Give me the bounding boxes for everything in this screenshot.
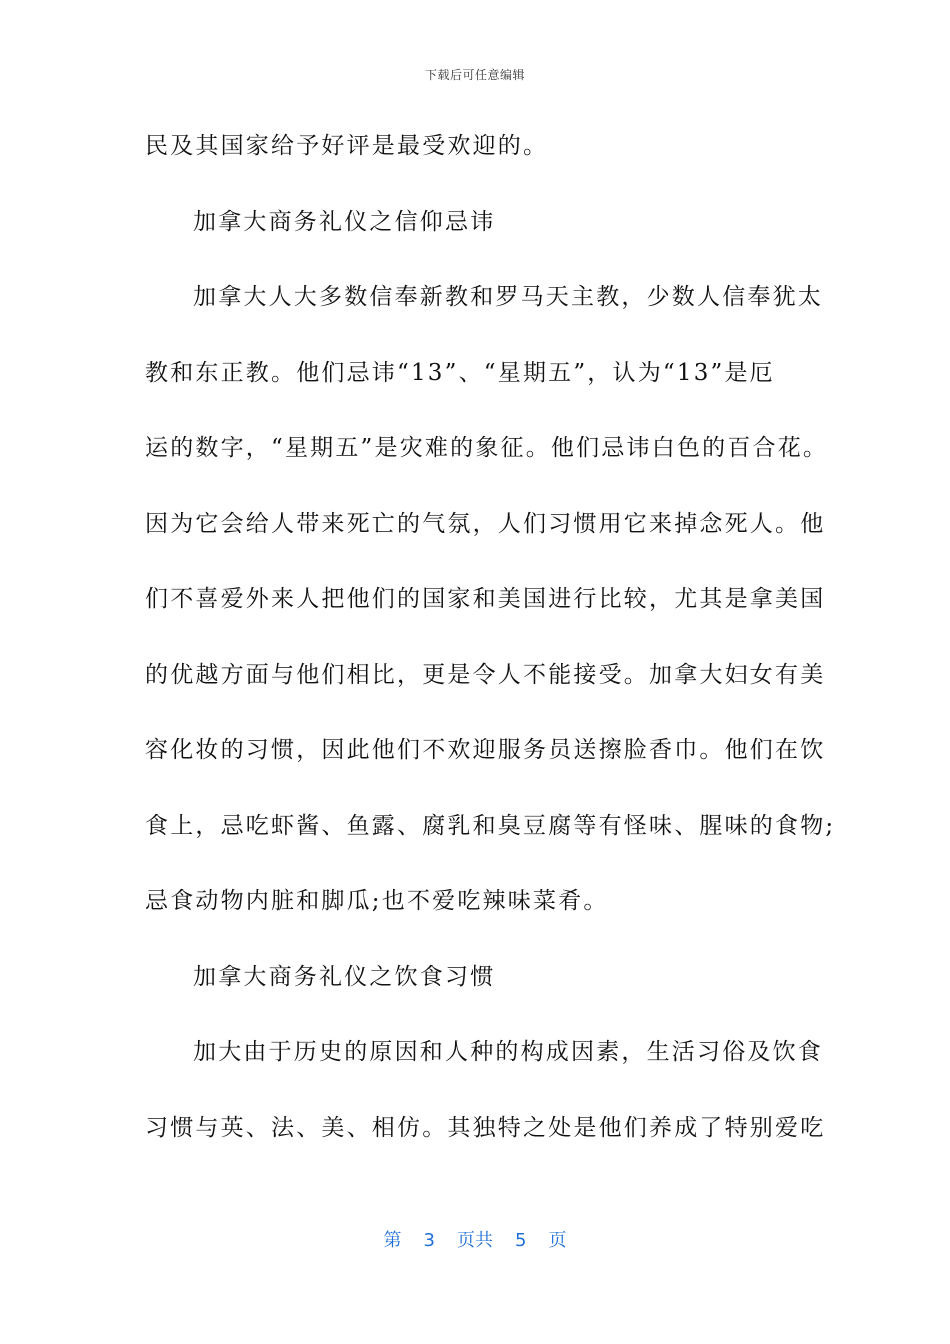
paragraph-line: 因为它会给人带来死亡的气氛，人们习惯用它来掉念死人。他 — [145, 510, 826, 537]
footer-prefix: 第 — [383, 1230, 402, 1251]
paragraph-line: 食上，忌吃虾酱、鱼露、腐乳和臭豆腐等有怪味、腥味的食物; — [145, 812, 836, 839]
paragraph-line: 的优越方面与他们相比，更是令人不能接受。加拿大妇女有美 — [145, 661, 826, 688]
paragraph-line: 运的数字，“星期五”是灾难的象征。他们忌讳白色的百合花。 — [145, 435, 829, 461]
section-heading: 加拿大商务礼仪之信仰忌讳 — [193, 208, 496, 235]
paragraph-line: 民及其国家给予好评是最受欢迎的。 — [145, 133, 549, 159]
document-body — [145, 122, 836, 1179]
paragraph-line: 加大由于历史的原因和人种的构成因素，生活习俗及饮食 — [193, 1039, 823, 1065]
paragraph-line: 们不喜爱外来人把他们的国家和美国进行比较，尤其是拿美国 — [145, 586, 826, 612]
current-page-number: 3 — [423, 1230, 435, 1251]
paragraph-line: 习惯与英、法、美、相仿。其独特之处是他们养成了特别爱吃 — [145, 1114, 826, 1141]
footer-suffix: 页 — [548, 1230, 567, 1251]
paragraph-line: 忌食动物内脏和脚瓜;也不爱吃辣味菜肴。 — [145, 888, 609, 914]
paragraph-line: 教和东正教。他们忌讳“13”、“星期五”，认为“13”是厄 — [145, 359, 775, 386]
paragraph-line: 加拿大人大多数信奉新教和罗马天主教，少数人信奉犹太 — [193, 284, 823, 310]
footer-middle: 页共 — [457, 1230, 493, 1251]
paragraph-line: 容化妆的习惯，因此他们不欢迎服务员送擦脸香巾。他们在饮 — [145, 737, 826, 763]
page-header: 下载后可任意编辑 — [424, 68, 525, 82]
total-pages-number: 5 — [515, 1230, 527, 1251]
section-heading: 加拿大商务礼仪之饮食习惯 — [193, 963, 496, 990]
page-footer — [0, 1226, 950, 1252]
